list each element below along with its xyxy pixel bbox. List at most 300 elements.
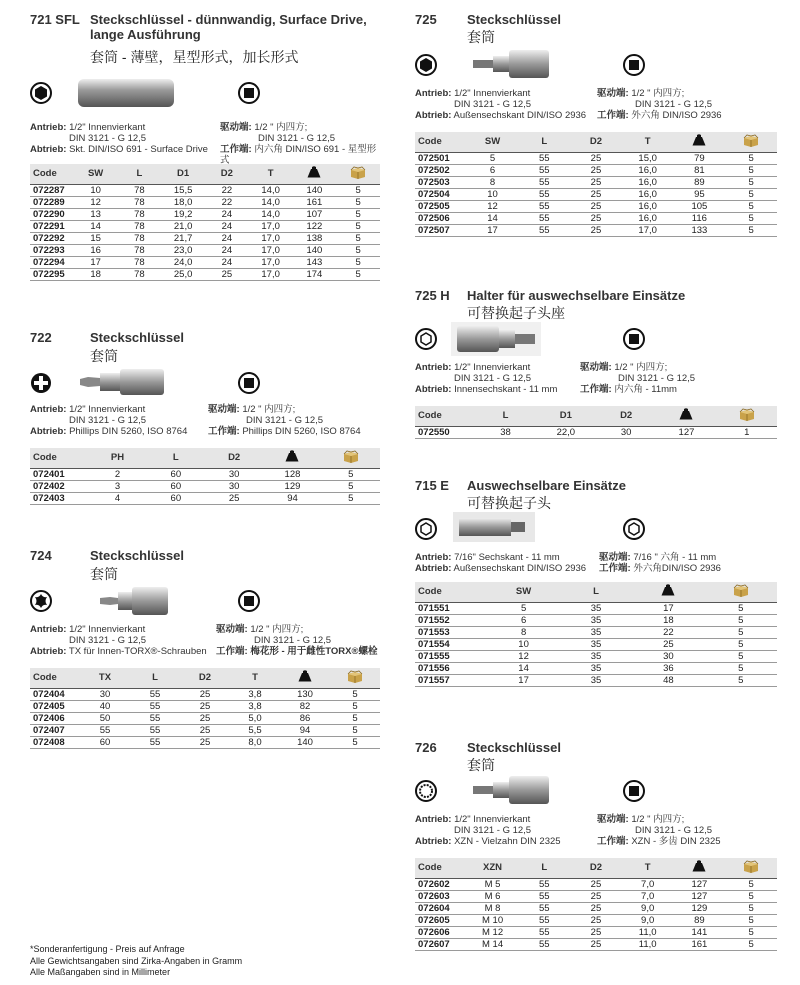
spec-value: DIN 3121 - G 12,5 (635, 825, 713, 836)
spec-value: Innensechskant - 11 mm (454, 384, 558, 395)
table-cell: 2 (88, 468, 146, 480)
column-header-cell (249, 164, 293, 184)
table-cell: 55 (130, 688, 180, 700)
table-cell: 55 (130, 712, 180, 724)
column-header-cell (88, 448, 146, 468)
table-cell: 55 (518, 926, 570, 938)
table-cell: 13 (74, 208, 118, 220)
table-cell: 16,0 (622, 212, 674, 224)
table-cell: 5 (705, 662, 777, 674)
column-header: Code (418, 410, 442, 422)
table-cell: 5 (336, 268, 380, 280)
square-drive-icon (623, 780, 645, 802)
table-cell: 5 (725, 200, 777, 212)
square-drive-icon (623, 328, 645, 350)
table-cell: 16 (74, 244, 118, 256)
table-cell: 16,0 (622, 176, 674, 188)
spec-value: 1/2 " 内四方; (250, 624, 304, 635)
table-cell: 12 (487, 650, 559, 662)
table-cell: 24 (205, 208, 249, 220)
column-header-cell (230, 668, 280, 688)
socket-image (451, 322, 541, 356)
table-cell: 81 (674, 164, 726, 176)
table-cell: 5 (336, 256, 380, 268)
table-cell: 122 (293, 220, 337, 232)
table-cell: 4 (88, 492, 146, 504)
column-header: SW (484, 136, 501, 148)
product-table (30, 448, 380, 505)
column-header-cell (596, 406, 656, 426)
table-cell: 071551 (415, 602, 487, 614)
table-cell: 5 (725, 938, 777, 950)
table-cell: 15,0 (622, 152, 674, 164)
table-cell: 25,0 (161, 268, 205, 280)
column-header: Code (33, 168, 57, 180)
table-cell: 5,5 (230, 724, 280, 736)
table-row (30, 468, 380, 480)
table-cell: 6 (487, 614, 559, 626)
table-cell: 55 (518, 890, 570, 902)
table-cell: 5,0 (230, 712, 280, 724)
spec-value: XZN - 多齿 DIN 2325 (631, 836, 721, 847)
table-cell: 25 (570, 890, 622, 902)
column-header: D2 (589, 136, 603, 148)
weight-icon (661, 584, 675, 596)
table-cell: 17 (632, 602, 704, 614)
table-row (30, 492, 380, 504)
column-header: SW (515, 586, 532, 598)
table-cell: 19,2 (161, 208, 205, 220)
hexagon-icon (623, 518, 645, 540)
spec-value: XZN - Vielzahn DIN 2325 (454, 836, 561, 847)
spec-value: 内六角 - 11mm (614, 384, 677, 395)
table-cell: 21,7 (161, 232, 205, 244)
column-header-cell (330, 668, 380, 688)
table-cell: 5 (725, 164, 777, 176)
section-title-cn: 套筒 (467, 29, 495, 45)
table-cell: M 10 (467, 914, 519, 926)
table-cell: 25 (570, 914, 622, 926)
package-icon (350, 166, 366, 179)
table-cell: 140 (280, 736, 330, 748)
table-cell: 25 (205, 268, 249, 280)
section-title-de-2: lange Ausführung (90, 27, 201, 42)
table-cell: 5 (336, 220, 380, 232)
table-cell: 11,0 (622, 938, 674, 950)
column-header-cell (118, 164, 162, 184)
column-header: L (172, 452, 179, 464)
spec-label: Abtrieb: (415, 563, 452, 574)
column-header: L (541, 136, 548, 148)
table-cell: 071557 (415, 674, 487, 686)
table-cell: 55 (518, 938, 570, 950)
spec-value: DIN 3121 - G 12,5 (454, 373, 532, 384)
table-row (30, 220, 380, 232)
column-header-cell (487, 582, 559, 602)
table-cell: 5 (725, 890, 777, 902)
table-cell: 072403 (30, 492, 88, 504)
table-cell: 21,0 (161, 220, 205, 232)
table-cell: 30 (205, 468, 263, 480)
table-cell: 12 (74, 196, 118, 208)
table-cell: 22 (632, 626, 704, 638)
spec-label: Antrieb: (415, 552, 452, 563)
column-header: D2 (228, 452, 241, 464)
table-cell: 072287 (30, 184, 74, 196)
spec-value: 内六角 DIN/ISO 691 - 星型形式 (220, 144, 377, 166)
table-cell: 30 (596, 426, 656, 438)
table-row (30, 736, 380, 748)
table-cell: 55 (518, 176, 570, 188)
table-row (415, 224, 777, 236)
section-title-cn: 套筒 (467, 757, 495, 773)
table-cell: 25 (180, 700, 230, 712)
table-cell: 60 (147, 468, 205, 480)
table-cell: 9,0 (622, 902, 674, 914)
table-header (415, 582, 777, 602)
section-code: 725 (415, 12, 437, 27)
table-cell: 5 (330, 688, 380, 700)
spec-value: Phillips DIN 5260, ISO 8764 (69, 426, 188, 437)
table-cell: 60 (80, 736, 130, 748)
spec-value: 1/2" Innenvierkant (454, 88, 531, 99)
table-cell: 9,0 (622, 914, 674, 926)
table-header (30, 164, 380, 184)
square-drive-icon (238, 590, 260, 612)
column-header-cell (536, 406, 596, 426)
spec-value: DIN 3121 - G 12,5 (454, 825, 532, 836)
table-cell: 36 (632, 662, 704, 674)
column-header: SW (87, 168, 104, 180)
column-header-cell (570, 132, 622, 152)
table-cell: 25 (570, 200, 622, 212)
table-cell: 072408 (30, 736, 80, 748)
phillips-icon (30, 372, 52, 394)
table-cell: 5 (330, 736, 380, 748)
table-cell: 072402 (30, 480, 88, 492)
column-header: D2 (220, 168, 233, 180)
column-header: D2 (589, 862, 603, 874)
spec-value: DIN 3121 - G 12,5 (254, 635, 332, 646)
spec-label: Antrieb: (415, 362, 452, 373)
square-drive-icon (238, 82, 260, 104)
column-header-cell (570, 858, 622, 878)
table-cell: 24 (205, 256, 249, 268)
spec-value: 1/2" Innenvierkant (69, 404, 146, 415)
table-cell: 35 (560, 614, 632, 626)
column-header-cell (263, 448, 321, 468)
table-row (415, 626, 777, 638)
column-header-cell (725, 858, 777, 878)
table-cell: 072503 (415, 176, 467, 188)
table-cell: 5 (725, 188, 777, 200)
table-cell: 25 (180, 688, 230, 700)
section-724 (30, 548, 380, 749)
table-cell: 072550 (415, 426, 475, 438)
table-cell: 40 (80, 700, 130, 712)
spec-value: DIN 3121 - G 12,5 (69, 635, 147, 646)
column-header-cell (656, 406, 716, 426)
table-cell: 35 (560, 602, 632, 614)
spec-label: Abtrieb: (415, 110, 452, 121)
spec-value: 1/2" Innenvierkant (454, 362, 531, 373)
table-cell: 6 (467, 164, 519, 176)
table-cell: 25 (570, 176, 622, 188)
table-cell: 071556 (415, 662, 487, 674)
section-title-de: Steckschlüssel (467, 12, 561, 27)
product-table (30, 668, 380, 749)
column-header: Code (418, 862, 442, 874)
table-cell: 5 (336, 232, 380, 244)
weight-icon (692, 860, 706, 872)
table-cell: 24,0 (161, 256, 205, 268)
column-header-cell (30, 668, 80, 688)
table-cell: 072607 (415, 938, 467, 950)
section-title-de: Halter für auswechselbare Einsätze (467, 288, 686, 303)
table-cell: 35 (560, 674, 632, 686)
table-cell: 127 (656, 426, 716, 438)
spec-value: Phillips DIN 5260, ISO 8764 (242, 426, 361, 437)
table-cell: 1 (717, 426, 777, 438)
table-cell: 143 (293, 256, 337, 268)
table-cell: 18 (74, 268, 118, 280)
table-cell: 14,0 (249, 196, 293, 208)
spec-value: 梅花形 - 用于雌性TORX®螺栓 (250, 646, 378, 657)
spec-label: Antrieb: (30, 624, 67, 635)
table-cell: 22 (205, 196, 249, 208)
square-drive-icon (238, 372, 260, 394)
table-cell: 129 (263, 480, 321, 492)
column-header: Code (418, 136, 442, 148)
table-cell: 5 (330, 700, 380, 712)
package-icon (343, 450, 359, 463)
table-cell: 48 (632, 674, 704, 686)
column-header: T (252, 672, 258, 684)
table-cell: 25 (205, 492, 263, 504)
spec-value: 1/2 " 内四方; (614, 362, 668, 373)
table-cell: 7,0 (622, 878, 674, 890)
section-715e (415, 478, 777, 687)
table-header (415, 858, 777, 878)
table-row (30, 232, 380, 244)
table-cell: 5 (725, 914, 777, 926)
column-header: T (644, 862, 651, 874)
table-cell: 3 (88, 480, 146, 492)
table-cell: 25 (570, 902, 622, 914)
table-cell: 55 (518, 902, 570, 914)
table-cell: 5 (322, 468, 380, 480)
column-header: Code (418, 586, 442, 598)
table-cell: 072405 (30, 700, 80, 712)
section-721sfl (30, 12, 380, 281)
column-header-cell (80, 668, 130, 688)
table-cell: 25 (570, 152, 622, 164)
table-cell: 14,0 (249, 208, 293, 220)
column-header: L (541, 862, 548, 874)
table-cell: 5 (725, 224, 777, 236)
section-code: 726 (415, 740, 437, 755)
table-cell: 071553 (415, 626, 487, 638)
spec-label: 工作端: (208, 426, 240, 437)
spec-label: 工作端: (216, 646, 248, 657)
column-header: XZN (483, 862, 503, 874)
column-header-cell (622, 132, 674, 152)
table-cell: 5 (705, 674, 777, 686)
table-cell: 55 (518, 200, 570, 212)
socket-image (453, 512, 535, 542)
column-header-cell (560, 582, 632, 602)
table-cell: 50 (80, 712, 130, 724)
table-cell: 128 (263, 468, 321, 480)
column-header: D2 (620, 410, 633, 422)
section-title-cn: 套筒 (90, 348, 118, 364)
column-header-cell (467, 132, 519, 152)
spec-value: DIN 3121 - G 12,5 (258, 133, 336, 144)
table-cell: 072292 (30, 232, 74, 244)
table-cell: 072295 (30, 268, 74, 280)
weight-icon (298, 670, 312, 682)
table-row (415, 200, 777, 212)
column-header-cell (674, 132, 726, 152)
table-row (30, 244, 380, 256)
table-cell: 5 (705, 638, 777, 650)
spec-label: Antrieb: (30, 404, 67, 415)
spec-value: 1/2 " 内四方; (254, 122, 308, 133)
section-title-de: Auswechselbare Einsätze (467, 478, 626, 493)
table-cell: 35 (560, 662, 632, 674)
table-cell: 16,0 (622, 200, 674, 212)
column-header-cell (322, 448, 380, 468)
table-row (30, 196, 380, 208)
table-cell: 5 (330, 724, 380, 736)
column-header: D2 (198, 672, 212, 684)
table-cell: 94 (280, 724, 330, 736)
spec-label: 工作端: (599, 563, 631, 574)
table-cell: 5 (705, 650, 777, 662)
table-cell: 5 (725, 926, 777, 938)
table-row (30, 256, 380, 268)
spec-value: Außensechskant DIN/ISO 2936 (453, 563, 587, 574)
table-header (30, 448, 380, 468)
column-header: PH (110, 452, 125, 464)
spec-label: Abtrieb: (415, 384, 452, 395)
footnote: Alle Gewichtsangaben sind Zirka-Angaben in Gramm (30, 955, 243, 966)
table-cell: 78 (118, 208, 162, 220)
table-cell: 78 (118, 268, 162, 280)
weight-icon (692, 134, 706, 146)
spec-label: 驱动端: (599, 552, 631, 563)
weight-icon (307, 166, 321, 178)
column-header-cell (518, 858, 570, 878)
section-title-cn: 可替换起子头 (467, 495, 551, 511)
table-cell: 24 (205, 220, 249, 232)
table-cell: 141 (674, 926, 726, 938)
table-cell: 072606 (415, 926, 467, 938)
table-cell: 5 (336, 196, 380, 208)
table-cell: 25 (570, 938, 622, 950)
table-cell: 55 (518, 878, 570, 890)
table-cell: 25 (570, 164, 622, 176)
spec-value: DIN 3121 - G 12,5 (69, 415, 147, 426)
column-header: T (267, 168, 274, 180)
table-row (415, 638, 777, 650)
table-row (415, 426, 777, 438)
spec-value: DIN 3121 - G 12,5 (246, 415, 324, 426)
table-cell: 25 (570, 188, 622, 200)
table-cell: 072294 (30, 256, 74, 268)
spec-label: 工作端: (597, 836, 629, 847)
table-row (415, 614, 777, 626)
table-cell: 35 (560, 626, 632, 638)
square-drive-icon (623, 54, 645, 76)
table-cell: 55 (518, 212, 570, 224)
section-722 (30, 330, 380, 505)
table-row (415, 878, 777, 890)
product-table (415, 406, 777, 439)
spec-value: 外六角 DIN/ISO 2936 (631, 110, 722, 121)
table-cell: 072507 (415, 224, 467, 236)
spec-label: Antrieb: (415, 814, 452, 825)
package-icon (743, 134, 759, 147)
table-cell: 11,0 (622, 926, 674, 938)
spec-value: 1/2 " 内四方; (631, 88, 685, 99)
hexagon-icon (415, 54, 437, 76)
hexagon-icon (30, 82, 52, 104)
column-header-cell (30, 448, 88, 468)
section-code: 724 (30, 548, 52, 563)
table-cell: 55 (518, 224, 570, 236)
table-cell: 8 (467, 176, 519, 188)
table-cell: 127 (674, 878, 726, 890)
table-cell: 38 (475, 426, 535, 438)
table-row (30, 700, 380, 712)
table-cell: 22 (205, 184, 249, 196)
column-header-cell (161, 164, 205, 184)
table-cell: 140 (293, 244, 337, 256)
table-cell: 78 (118, 232, 162, 244)
table-cell: 12 (467, 200, 519, 212)
table-cell: 18,0 (161, 196, 205, 208)
spec-value: 7/16" Sechskant - 11 mm (454, 552, 560, 563)
spec-label: 工作端: (597, 110, 629, 121)
table-cell: 071555 (415, 650, 487, 662)
table-cell: 133 (674, 224, 726, 236)
table-row (30, 480, 380, 492)
table-cell: 17,0 (249, 232, 293, 244)
column-header: L (136, 168, 143, 180)
table-cell: 5 (705, 626, 777, 638)
table-cell: 78 (118, 256, 162, 268)
table-cell: 5 (330, 712, 380, 724)
product-table (415, 858, 777, 951)
column-header: Code (33, 672, 57, 684)
column-header-cell (130, 668, 180, 688)
table-cell: 072502 (415, 164, 467, 176)
column-header-cell (205, 164, 249, 184)
table-cell: 55 (518, 914, 570, 926)
column-header-cell (293, 164, 337, 184)
socket-image (70, 586, 170, 616)
table-cell: 17,0 (249, 244, 293, 256)
table-cell: 78 (118, 184, 162, 196)
column-header-cell (674, 858, 726, 878)
table-cell: 161 (674, 938, 726, 950)
spec-label: Antrieb: (415, 88, 452, 99)
table-row (30, 268, 380, 280)
table-cell: 15 (74, 232, 118, 244)
table-cell: 30 (80, 688, 130, 700)
section-code: 721 SFL (30, 12, 80, 27)
